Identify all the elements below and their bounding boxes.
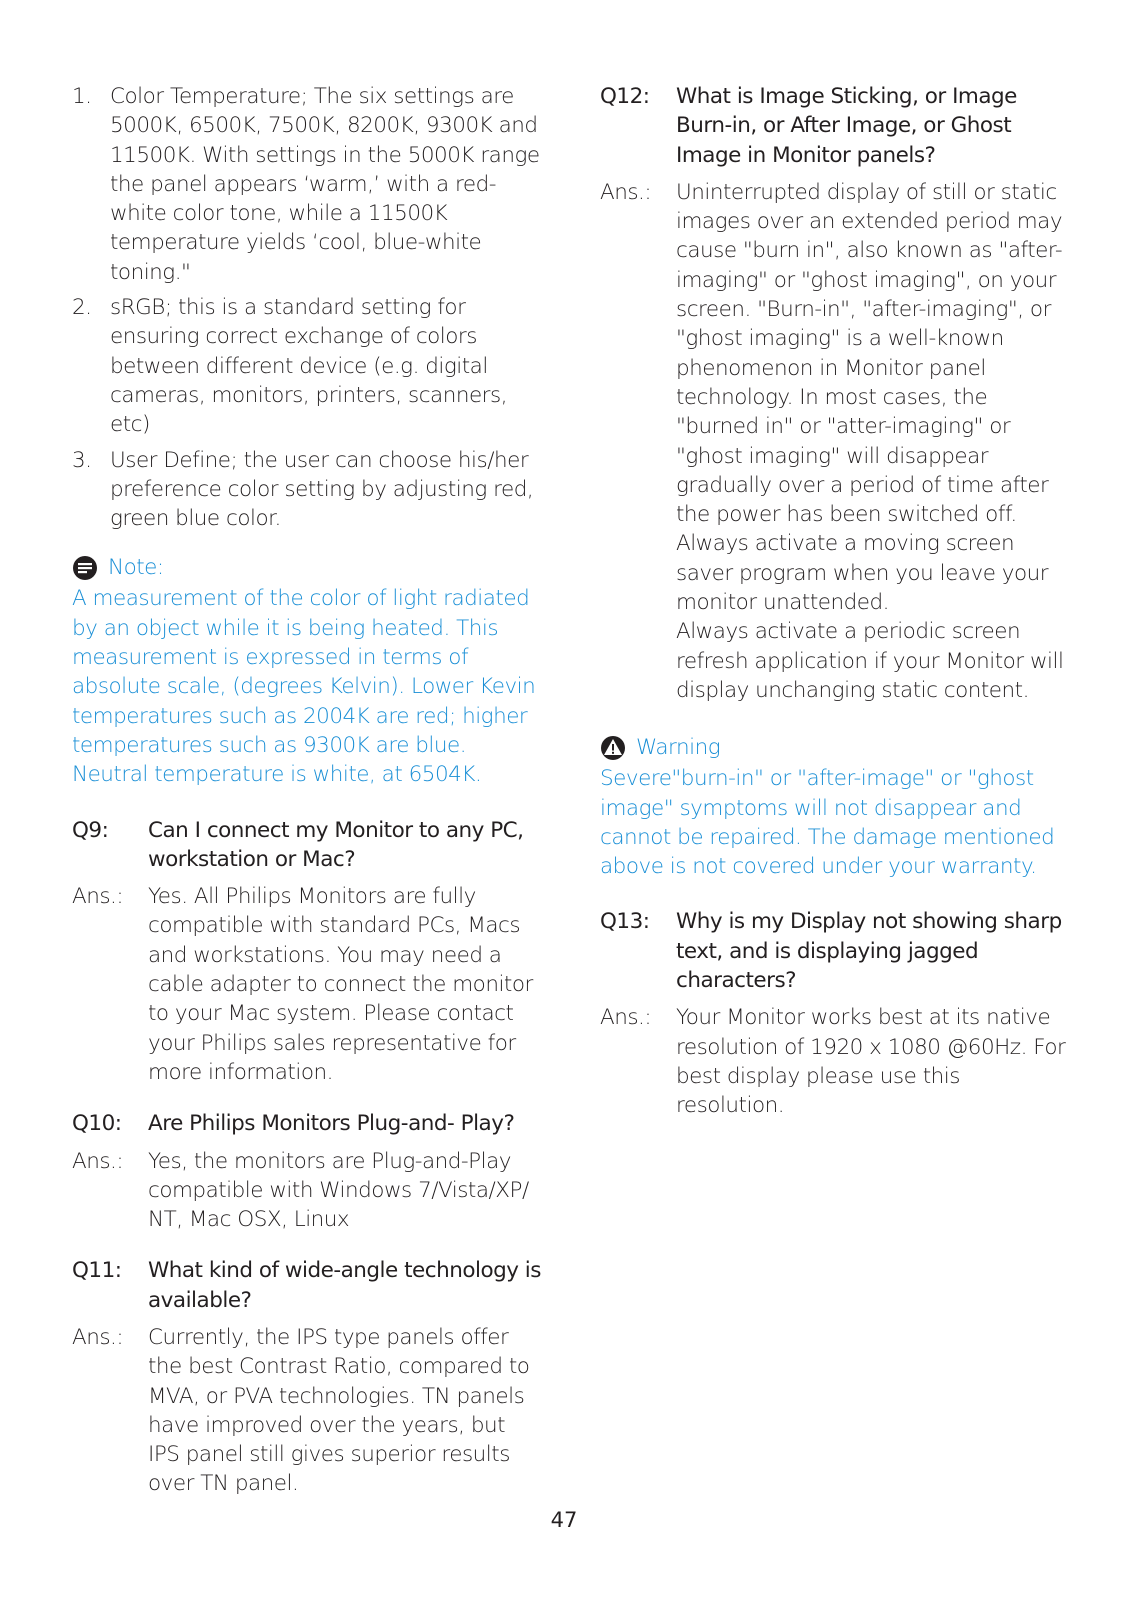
question-text: Can I connect my Monitor to any PC, workstation or Mac? — [148, 817, 524, 872]
answer-row — [600, 1003, 1070, 1120]
answer-paragraph: Currently, the IPS type panels offer the best Contrast Ratio, compared to MVA, or PVA technologies. TN panels have improved over the years, but IPS panel still gives superior results over TN panel. — [148, 1324, 530, 1497]
left-column — [72, 82, 542, 1521]
answer-text — [148, 882, 542, 1087]
answer-text — [148, 1147, 542, 1235]
question-text: What is Image Sticking, or Image Burn-in, or After Image, or Ghost Image in Monitor panels? — [676, 84, 1017, 168]
question-row — [72, 1109, 542, 1138]
question-row — [600, 907, 1070, 995]
answer-text — [148, 1323, 542, 1499]
question-label: Q10: — [72, 1111, 122, 1137]
note-header — [72, 553, 542, 582]
faq-q9 — [72, 816, 542, 1088]
question-row — [72, 816, 542, 875]
note-box — [72, 553, 542, 789]
question-text: What kind of wide-angle technology is available? — [148, 1258, 541, 1313]
answer-label: Ans.: — [72, 1324, 124, 1350]
list-item-number: 3. — [72, 447, 92, 473]
question-text: Why is my Display not showing sharp text, and is displaying jagged characters? — [676, 909, 1062, 994]
warning-title: Warning — [636, 735, 721, 761]
list-item — [72, 293, 542, 439]
warning-icon — [600, 735, 626, 761]
faq-q11 — [72, 1256, 542, 1498]
answer-row — [72, 1147, 542, 1235]
answer-label: Ans.: — [72, 1148, 124, 1174]
answer-paragraph: Always activate a periodic screen refresh application if your Monitor will display unchanging static content. — [676, 619, 1064, 703]
answer-row — [72, 1323, 542, 1499]
answer-label: Ans.: — [600, 179, 652, 205]
list-item-text: sRGB; this is a standard setting for ensuring correct exchange of colors between different device (e.g. digital cameras, monitors, printers, scanners, etc) — [110, 295, 508, 438]
question-row — [72, 1256, 542, 1315]
question-label: Q13: — [600, 909, 650, 935]
question-label: Q9: — [72, 817, 109, 843]
warning-header — [600, 733, 1070, 762]
list-item — [72, 446, 542, 534]
question-label: Q11: — [72, 1258, 122, 1284]
warning-body: Severe"burn-in" or "after-image" or "ghost image" symptoms will not disappear and cannot be repaired. The damage mentioned above is not covered under your warranty. — [600, 766, 1055, 880]
answer-paragraph: Yes, the monitors are Plug-and-Play compatible with Windows 7/Vista/XP/ NT, Mac OSX, Linux — [148, 1148, 529, 1233]
question-label: Q12: — [600, 84, 650, 109]
page-number: 47 — [550, 1508, 578, 1532]
note-icon — [72, 555, 98, 581]
answer-paragraph: Always activate a moving screen saver program when you leave your monitor unattended. — [676, 531, 1049, 616]
list-item-text: User Define; the user can choose his/her preference color setting by adjusting red, green blue color. — [110, 447, 534, 532]
answer-row — [600, 178, 1070, 705]
list-item-number: 2. — [72, 295, 92, 321]
right-column — [600, 82, 1070, 1143]
answer-row — [72, 882, 542, 1087]
faq-q12 — [600, 82, 1070, 705]
answer-label: Ans.: — [600, 1005, 652, 1031]
note-title: Note: — [108, 555, 164, 581]
list-item-text: Color Temperature; The six settings are 5000K, 6500K, 7500K, 8200K, 9300K and 11500K. With settings in the 5000K range the panel appears ‘warm,’ with a red-white color tone, while a 11500K temperature yields ‘cool, blue-white toning." — [110, 84, 540, 285]
answer-paragraph: Uninterrupted display of still or static images over an extended period may cause "burn in", also known as "after-imaging" or "ghost imaging", on your screen. "Burn-in", "after-imaging", or "ghost imaging" is a well-known phenomenon in Monitor panel technology. In most cases, the "burned in" or "atter-imaging" or "ghost imaging" will disappear gradually over a period of time after the power has been switched off. — [676, 179, 1063, 528]
list-item-number: 1. — [72, 84, 92, 109]
warning-box — [600, 733, 1070, 881]
note-body: A measurement of the color of light radiated by an object while it is being heated. This measurement is expressed in terms of absolute scale, (degrees Kelvin). Lower Kevin temperatures such as 2004K are red; higher temperatures such as 9300K are blue. Neutral temperature is white, at 6504K. — [72, 586, 536, 788]
answer-text — [676, 1003, 1070, 1120]
answer-paragraph: Your Monitor works best at its native resolution of 1920 x 1080 @60Hz. For best display please use this resolution. — [676, 1005, 1066, 1119]
answer-label: Ans.: — [72, 884, 124, 910]
question-row — [600, 82, 1070, 170]
question-text: Are Philips Monitors Plug-and- Play? — [148, 1111, 515, 1137]
answer-text — [676, 178, 1070, 705]
color-settings-list — [72, 82, 542, 533]
answer-paragraph: Yes. All Philips Monitors are fully compatible with standard PCs, Macs and workstations. You may need a cable adapter to connect the monitor to your Mac system. Please contact your Philips sales representative for more information. — [148, 884, 533, 1085]
faq-q10 — [72, 1109, 542, 1234]
faq-q13 — [600, 907, 1070, 1120]
list-item — [72, 82, 542, 287]
